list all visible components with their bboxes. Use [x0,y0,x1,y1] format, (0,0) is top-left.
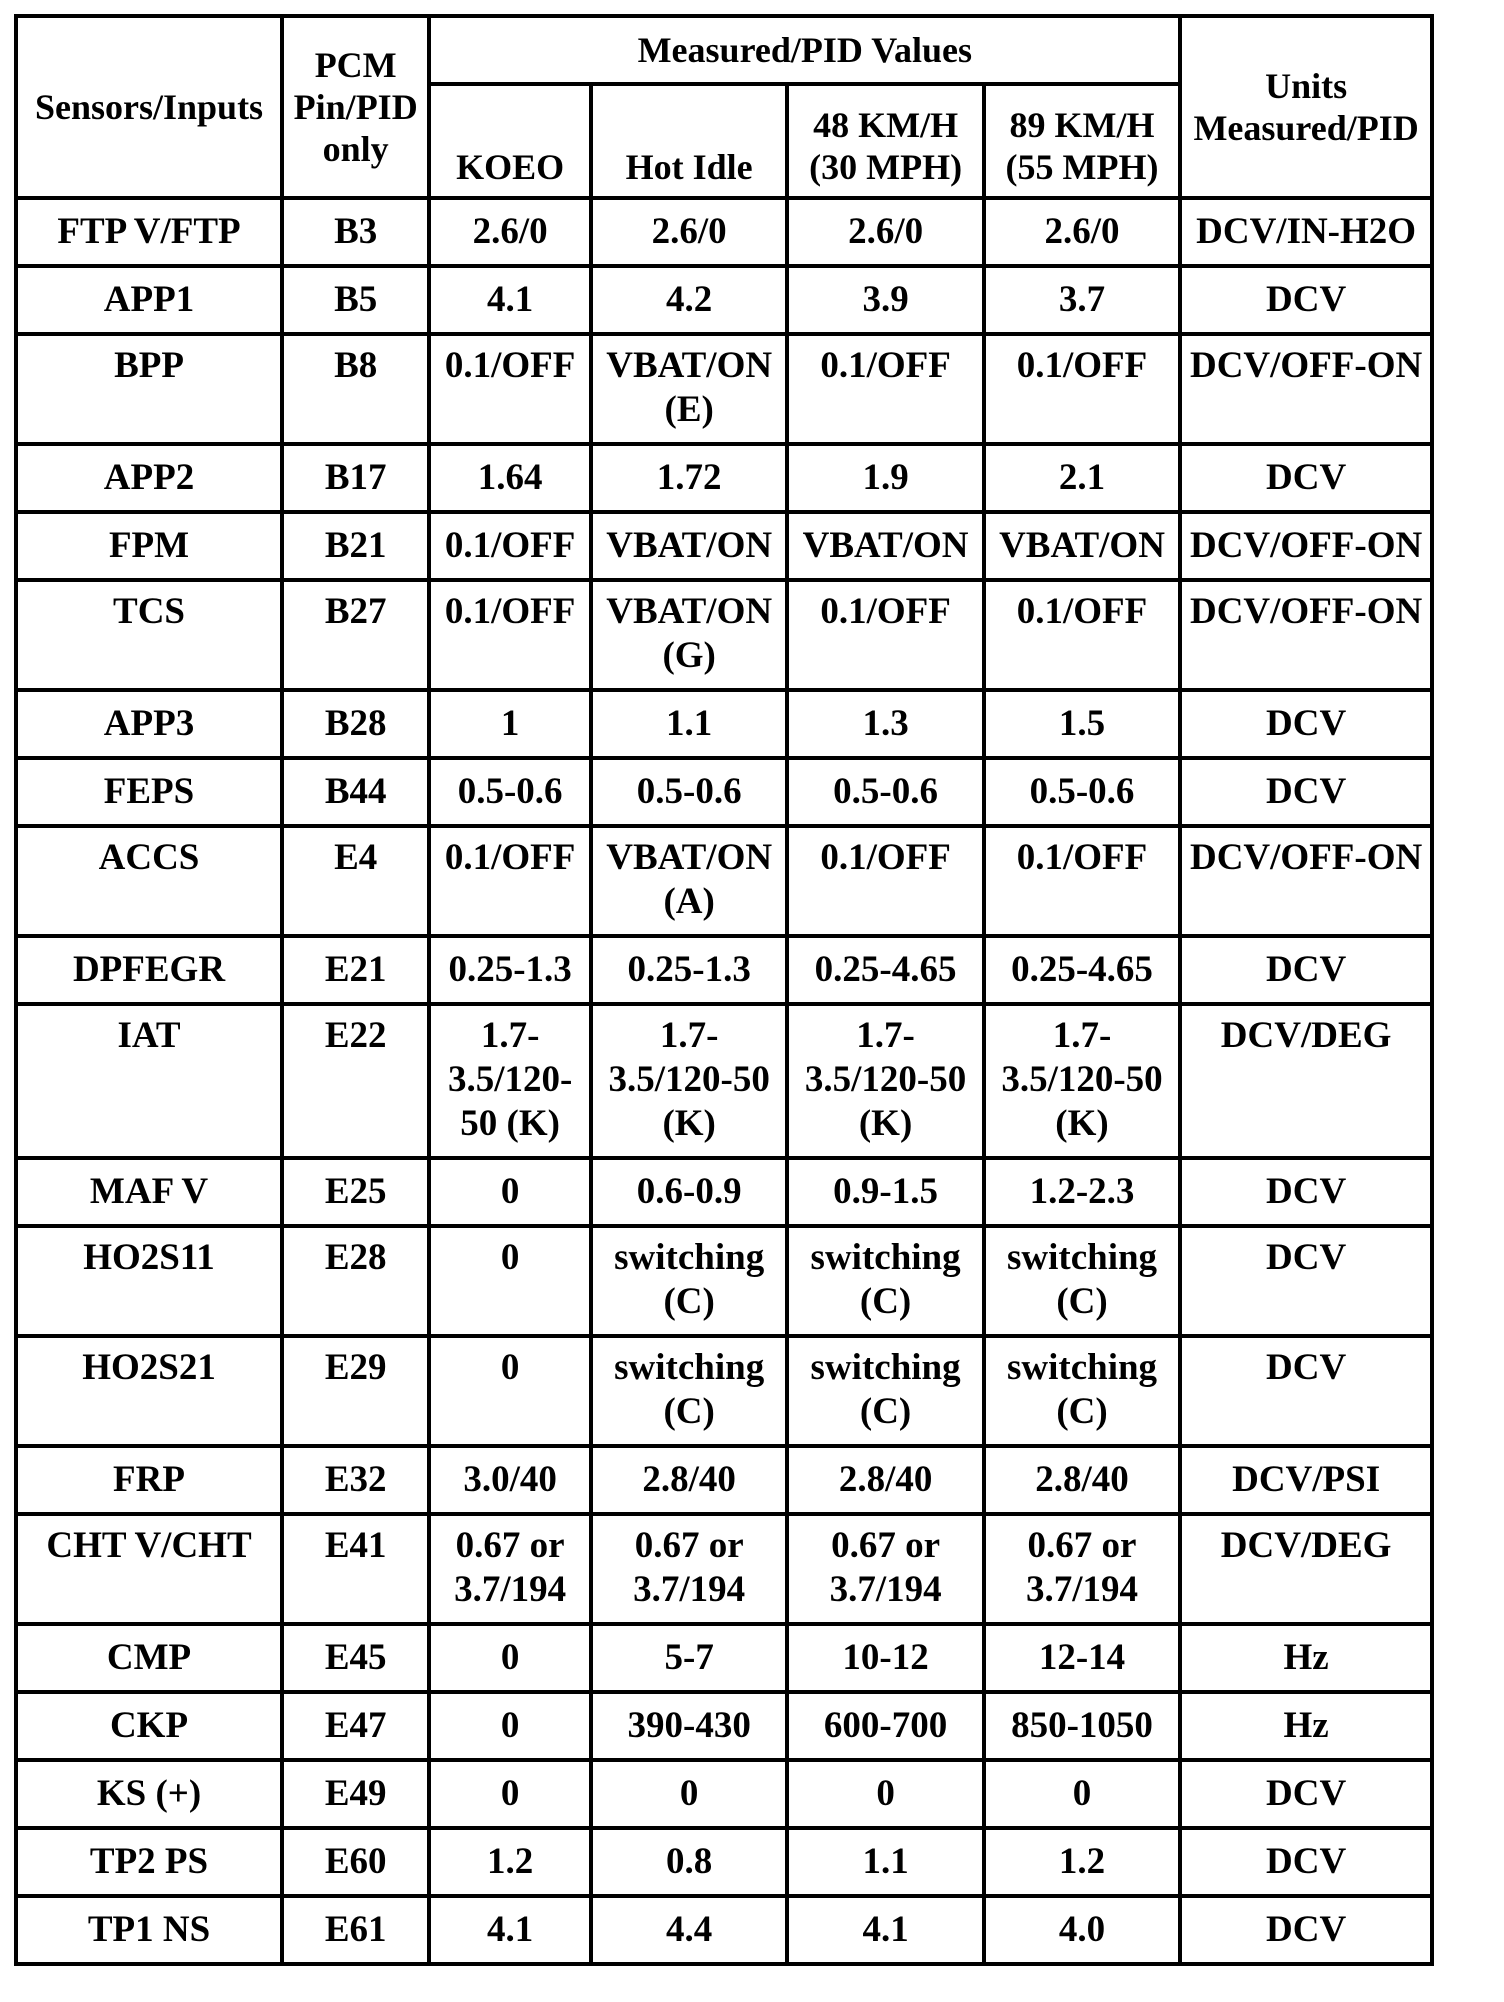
cell-koeo [431,760,589,824]
table-row [18,938,1430,1002]
cell-sensor: FPM [18,514,280,578]
cell-hot-idle-line: 5-7 [664,1637,714,1678]
cell-koeo-line: 4.1 [487,279,534,320]
header-89-line: 89 KM/H [1009,105,1155,145]
cell-pcm-pin: B8 [284,336,427,442]
cell-48-kmh [789,1762,981,1826]
cell-89-kmh [986,828,1178,934]
cell-hot-idle-line: switching [614,1347,765,1388]
cell-hot-idle [593,760,785,824]
cell-48-kmh-line: 0.1/OFF [820,345,951,386]
cell-89-kmh-line: 1.2 [1058,1841,1106,1882]
cell-sensor: FRP [18,1448,280,1512]
cell-sensor: TP1 NS [18,1898,280,1962]
cell-hot-idle [593,446,785,510]
cell-koeo [431,446,589,510]
table-row [18,446,1430,510]
cell-89-kmh-line: (K) [1055,1103,1109,1144]
cell-pcm-pin: E61 [284,1898,427,1962]
header-koeo: KOEO [431,86,589,196]
cell-koeo [431,336,589,442]
cell-koeo-line: 0 [500,1237,520,1278]
cell-89-kmh-line: (C) [1056,1281,1108,1322]
cell-89-kmh-line: 850-1050 [1011,1705,1153,1746]
cell-hot-idle-line: 0.5-0.6 [636,771,742,812]
cell-48-kmh-line: 600-700 [823,1705,948,1746]
cell-hot-idle [593,514,785,578]
cell-48-kmh-line: 0.1/OFF [820,837,951,878]
cell-hot-idle-line: 3.7/194 [633,1569,746,1610]
cell-hot-idle-line: 2.8/40 [642,1459,736,1500]
cell-hot-idle [593,268,785,332]
cell-89-kmh [986,200,1178,264]
table-row [18,1898,1430,1962]
cell-89-kmh [986,1830,1178,1894]
cell-koeo-line: 1.2 [487,1841,534,1882]
cell-units: DCV/OFF-ON [1182,514,1430,578]
cell-hot-idle [593,582,785,688]
cell-sensor: IAT [18,1006,280,1156]
cell-48-kmh-line: 3.5/120-50 [804,1059,967,1100]
cell-hot-idle-line: VBAT/ON [606,345,773,386]
cell-units: DCV/OFF-ON [1182,828,1430,934]
cell-pcm-pin: E49 [284,1762,427,1826]
cell-48-kmh-line: switching [810,1347,961,1388]
cell-pcm-pin: E47 [284,1694,427,1758]
header-measured-pid-values: Measured/PID Values [431,18,1178,82]
cell-pcm-pin: E25 [284,1160,427,1224]
cell-48-kmh [789,938,981,1002]
cell-pcm-pin: E32 [284,1448,427,1512]
cell-units: DCV [1182,1160,1430,1224]
cell-48-kmh-line: VBAT/ON [802,525,969,566]
cell-89-kmh [986,446,1178,510]
cell-koeo-line: 0 [500,1171,520,1212]
header-48-line: (30 MPH) [809,147,963,187]
cell-koeo-line: 0 [500,1347,520,1388]
cell-pcm-pin: B5 [284,268,427,332]
table-row [18,1228,1430,1334]
cell-koeo-line: 2.6/0 [472,211,548,252]
cell-hot-idle [593,1006,785,1156]
cell-koeo [431,1448,589,1512]
cell-89-kmh-line: 0.25-4.65 [1011,949,1153,990]
cell-koeo [431,1762,589,1826]
cell-units: DCV [1182,760,1430,824]
cell-48-kmh-line: 1.9 [862,457,909,498]
cell-89-kmh [986,1006,1178,1156]
table-row [18,1694,1430,1758]
cell-48-kmh-line: 0.25-4.65 [814,949,957,990]
header-units-measured-pid [1182,18,1430,196]
cell-hot-idle-line: 4.2 [666,279,713,320]
cell-koeo [431,1626,589,1690]
cell-units: DCV/PSI [1182,1448,1430,1512]
cell-48-kmh [789,1006,981,1156]
cell-hot-idle-line: 0.8 [666,1841,713,1882]
cell-89-kmh-line: 0.5-0.6 [1029,771,1135,812]
cell-48-kmh [789,1626,981,1690]
cell-pcm-pin: B17 [284,446,427,510]
cell-48-kmh [789,268,981,332]
cell-sensor: FEPS [18,760,280,824]
table-row [18,1448,1430,1512]
table-row [18,828,1430,934]
cell-koeo-line: 0 [500,1705,520,1746]
cell-koeo [431,1516,589,1622]
cell-sensor: FTP V/FTP [18,200,280,264]
cell-hot-idle-line: (E) [664,389,714,430]
cell-koeo-line: 0.67 or [455,1525,565,1566]
cell-hot-idle [593,1830,785,1894]
header-pcm-line: Pin/PID [293,87,418,127]
header-pcm-line: PCM [314,45,397,85]
cell-89-kmh-line: 2.8/40 [1035,1459,1129,1500]
cell-koeo-line: 50 (K) [460,1103,560,1144]
cell-48-kmh-line: 3.7/194 [829,1569,942,1610]
cell-koeo-line: 0.1/OFF [444,345,576,386]
cell-units: DCV/DEG [1182,1516,1430,1622]
cell-48-kmh [789,1160,981,1224]
table-row [18,1626,1430,1690]
cell-48-kmh-line: 2.6/0 [848,211,924,252]
cell-48-kmh [789,1228,981,1334]
table-row [18,760,1430,824]
cell-hot-idle-line: 0.6-0.9 [636,1171,742,1212]
cell-hot-idle [593,1762,785,1826]
cell-sensor: TP2 PS [18,1830,280,1894]
cell-units: DCV [1182,692,1430,756]
cell-hot-idle [593,1448,785,1512]
cell-89-kmh-line: 1.5 [1058,703,1106,744]
cell-koeo-line: 4.1 [487,1909,534,1950]
cell-48-kmh-line: (C) [859,1391,912,1432]
cell-sensor: APP1 [18,268,280,332]
cell-hot-idle-line: (C) [663,1391,715,1432]
table-row [18,1516,1430,1622]
cell-units: DCV [1182,1228,1430,1334]
cell-pcm-pin: E22 [284,1006,427,1156]
cell-89-kmh-line: 3.5/120-50 [1001,1059,1163,1100]
cell-koeo-line: 1.7- [480,1015,540,1056]
cell-koeo-line: 1 [500,703,520,744]
cell-units: Hz [1182,1694,1430,1758]
cell-sensor: APP2 [18,446,280,510]
cell-89-kmh-line: 0.1/OFF [1016,837,1148,878]
cell-89-kmh [986,582,1178,688]
cell-89-kmh-line: 1.2-2.3 [1029,1171,1135,1212]
cell-koeo [431,1338,589,1444]
cell-hot-idle-line: VBAT/ON [606,525,773,566]
cell-89-kmh [986,1626,1178,1690]
table-row [18,1830,1430,1894]
cell-pcm-pin: B21 [284,514,427,578]
cell-hot-idle-line: 0.67 or [634,1525,744,1566]
cell-48-kmh [789,336,981,442]
cell-koeo-line: 0 [500,1773,520,1814]
table-row [18,692,1430,756]
header-sensors-inputs: Sensors/Inputs [18,18,280,196]
cell-89-kmh [986,938,1178,1002]
cell-hot-idle-line: (C) [663,1281,715,1322]
table-row [18,514,1430,578]
cell-hot-idle-line: 1.72 [656,457,722,498]
cell-48-kmh [789,1694,981,1758]
cell-89-kmh [986,692,1178,756]
cell-koeo [431,514,589,578]
cell-koeo-line: 0.5-0.6 [457,771,563,812]
cell-89-kmh [986,1228,1178,1334]
cell-koeo-line: 3.5/120- [447,1059,573,1100]
cell-48-kmh [789,1338,981,1444]
cell-48-kmh-line: 0.5-0.6 [833,771,938,812]
cell-89-kmh [986,1898,1178,1962]
cell-pcm-pin: E60 [284,1830,427,1894]
cell-48-kmh-line: 0.67 or [831,1525,941,1566]
cell-koeo-line: 0.1/OFF [444,591,576,632]
cell-89-kmh [986,1762,1178,1826]
cell-89-kmh-line: 0.67 or [1027,1525,1137,1566]
cell-pcm-pin: B28 [284,692,427,756]
cell-hot-idle-line: 0 [679,1773,699,1814]
cell-89-kmh [986,514,1178,578]
cell-89-kmh-line: 0.1/OFF [1016,591,1148,632]
cell-48-kmh-line: 1.7- [856,1015,915,1056]
cell-sensor: KS (+) [18,1762,280,1826]
table-row [18,1160,1430,1224]
cell-units: DCV/OFF-ON [1182,336,1430,442]
header-48-kmh [789,86,981,196]
cell-koeo-line: 3.7/194 [454,1569,567,1610]
cell-48-kmh-line: 2.8/40 [838,1459,933,1500]
cell-hot-idle-line: (K) [662,1103,716,1144]
cell-hot-idle [593,828,785,934]
cell-48-kmh [789,1516,981,1622]
cell-units: DCV [1182,268,1430,332]
cell-sensor: MAF V [18,1160,280,1224]
cell-units: DCV [1182,446,1430,510]
cell-48-kmh [789,1830,981,1894]
cell-koeo [431,1694,589,1758]
cell-89-kmh [986,1516,1178,1622]
cell-89-kmh [986,760,1178,824]
table-row [18,1006,1430,1156]
cell-sensor: HO2S11 [18,1228,280,1334]
cell-48-kmh-line: 0.1/OFF [820,591,951,632]
header-units-line: Units [1265,66,1348,106]
cell-sensor: CMP [18,1626,280,1690]
cell-hot-idle [593,1228,785,1334]
cell-sensor: TCS [18,582,280,688]
cell-hot-idle [593,1898,785,1962]
cell-89-kmh-line: 3.7/194 [1025,1569,1139,1610]
cell-pcm-pin: B44 [284,760,427,824]
cell-units: DCV/DEG [1182,1006,1430,1156]
cell-units: DCV/IN-H2O [1182,200,1430,264]
cell-units: DCV [1182,938,1430,1002]
cell-hot-idle-line: 4.4 [666,1909,713,1950]
cell-pcm-pin: B3 [284,200,427,264]
cell-koeo [431,828,589,934]
table-row [18,1762,1430,1826]
cell-koeo [431,1830,589,1894]
pid-table-container [14,14,1434,1966]
cell-89-kmh [986,336,1178,442]
cell-48-kmh-line: switching [810,1237,961,1278]
header-89-line: (55 MPH) [1005,147,1159,187]
cell-48-kmh [789,514,981,578]
cell-pcm-pin: E41 [284,1516,427,1622]
cell-koeo [431,692,589,756]
cell-units: DCV [1182,1898,1430,1962]
cell-48-kmh-line: 0 [876,1773,895,1814]
cell-48-kmh [789,1448,981,1512]
cell-89-kmh [986,1448,1178,1512]
cell-89-kmh-line: 3.7 [1058,279,1106,320]
table-row [18,1338,1430,1444]
cell-48-kmh [789,828,981,934]
cell-sensor: BPP [18,336,280,442]
cell-sensor: CKP [18,1694,280,1758]
cell-hot-idle [593,1694,785,1758]
cell-sensor: HO2S21 [18,1338,280,1444]
header-48-line: 48 KM/H [813,105,959,145]
cell-hot-idle-line: 1.1 [666,703,713,744]
table-row [18,336,1430,442]
cell-hot-idle-line: switching [614,1237,765,1278]
cell-hot-idle-line: VBAT/ON [606,591,773,632]
cell-89-kmh-line: 1.7- [1052,1015,1112,1056]
cell-48-kmh-line: 4.1 [862,1909,909,1950]
cell-koeo-line: 3.0/40 [463,1459,557,1500]
cell-pcm-pin: E21 [284,938,427,1002]
cell-koeo [431,1006,589,1156]
cell-hot-idle-line: 1.7- [659,1015,719,1056]
cell-hot-idle [593,938,785,1002]
cell-units: DCV/OFF-ON [1182,582,1430,688]
cell-koeo-line: 0 [500,1637,520,1678]
cell-48-kmh-line: 0.9-1.5 [833,1171,938,1212]
cell-48-kmh [789,760,981,824]
cell-48-kmh [789,446,981,510]
cell-48-kmh [789,200,981,264]
cell-koeo-line: 0.1/OFF [444,525,576,566]
cell-koeo [431,938,589,1002]
cell-48-kmh-line: 1.3 [862,703,909,744]
cell-koeo [431,1898,589,1962]
cell-48-kmh [789,692,981,756]
table-row [18,268,1430,332]
cell-sensor: ACCS [18,828,280,934]
cell-89-kmh-line: 2.6/0 [1044,211,1120,252]
cell-koeo [431,268,589,332]
cell-hot-idle-line: 3.5/120-50 [608,1059,770,1100]
table-body [18,200,1430,1962]
cell-pcm-pin: E28 [284,1228,427,1334]
table-row [18,582,1430,688]
cell-hot-idle [593,1626,785,1690]
cell-89-kmh-line: 0.1/OFF [1016,345,1148,386]
header-pcm-pin-pid [284,18,427,196]
cell-89-kmh [986,1160,1178,1224]
cell-pcm-pin: E45 [284,1626,427,1690]
cell-48-kmh [789,582,981,688]
cell-units: DCV [1182,1830,1430,1894]
header-units-line: Measured/PID [1193,108,1419,148]
cell-koeo [431,200,589,264]
cell-48-kmh-line: (K) [858,1103,913,1144]
cell-hot-idle [593,1160,785,1224]
cell-89-kmh-line: 2.1 [1058,457,1106,498]
cell-koeo-line: 1.64 [477,457,543,498]
cell-koeo [431,1160,589,1224]
cell-89-kmh-line: 0 [1072,1773,1092,1814]
cell-hot-idle-line: 390-430 [627,1705,751,1746]
cell-units: DCV [1182,1338,1430,1444]
cell-89-kmh [986,1338,1178,1444]
cell-48-kmh [789,1898,981,1962]
cell-hot-idle-line: (A) [663,881,715,922]
cell-48-kmh-line: 1.1 [862,1841,909,1882]
cell-89-kmh-line: 4.0 [1058,1909,1106,1950]
cell-hot-idle-line: 2.6/0 [651,211,727,252]
header-hot-idle: Hot Idle [593,86,785,196]
cell-48-kmh-line: 10-12 [842,1637,929,1678]
cell-hot-idle-line: (G) [662,635,716,676]
cell-sensor: DPFEGR [18,938,280,1002]
cell-hot-idle [593,336,785,442]
cell-koeo-line: 0.1/OFF [444,837,576,878]
cell-pcm-pin: E29 [284,1338,427,1444]
cell-hot-idle-line: 0.25-1.3 [627,949,751,990]
cell-hot-idle [593,692,785,756]
cell-hot-idle [593,1338,785,1444]
cell-pcm-pin: B27 [284,582,427,688]
header-89-kmh [986,86,1178,196]
cell-89-kmh-line: (C) [1056,1391,1108,1432]
cell-sensor: APP3 [18,692,280,756]
cell-koeo-line: 0.25-1.3 [448,949,572,990]
cell-89-kmh-line: switching [1006,1347,1158,1388]
cell-hot-idle [593,200,785,264]
cell-89-kmh [986,268,1178,332]
cell-koeo [431,582,589,688]
cell-koeo [431,1228,589,1334]
cell-48-kmh-line: 3.9 [862,279,909,320]
cell-hot-idle [593,1516,785,1622]
cell-89-kmh [986,1694,1178,1758]
table-row [18,200,1430,264]
cell-units: DCV [1182,1762,1430,1826]
cell-sensor: CHT V/CHT [18,1516,280,1622]
cell-units: Hz [1182,1626,1430,1690]
cell-48-kmh-line: (C) [859,1281,912,1322]
header-row-top [18,18,1430,82]
pid-values-table [14,14,1434,1966]
header-pcm-line: only [322,129,389,169]
cell-pcm-pin: E4 [284,828,427,934]
cell-89-kmh-line: switching [1006,1237,1158,1278]
cell-hot-idle-line: VBAT/ON [606,837,773,878]
cell-89-kmh-line: VBAT/ON [999,525,1165,566]
cell-89-kmh-line: 12-14 [1038,1637,1126,1678]
